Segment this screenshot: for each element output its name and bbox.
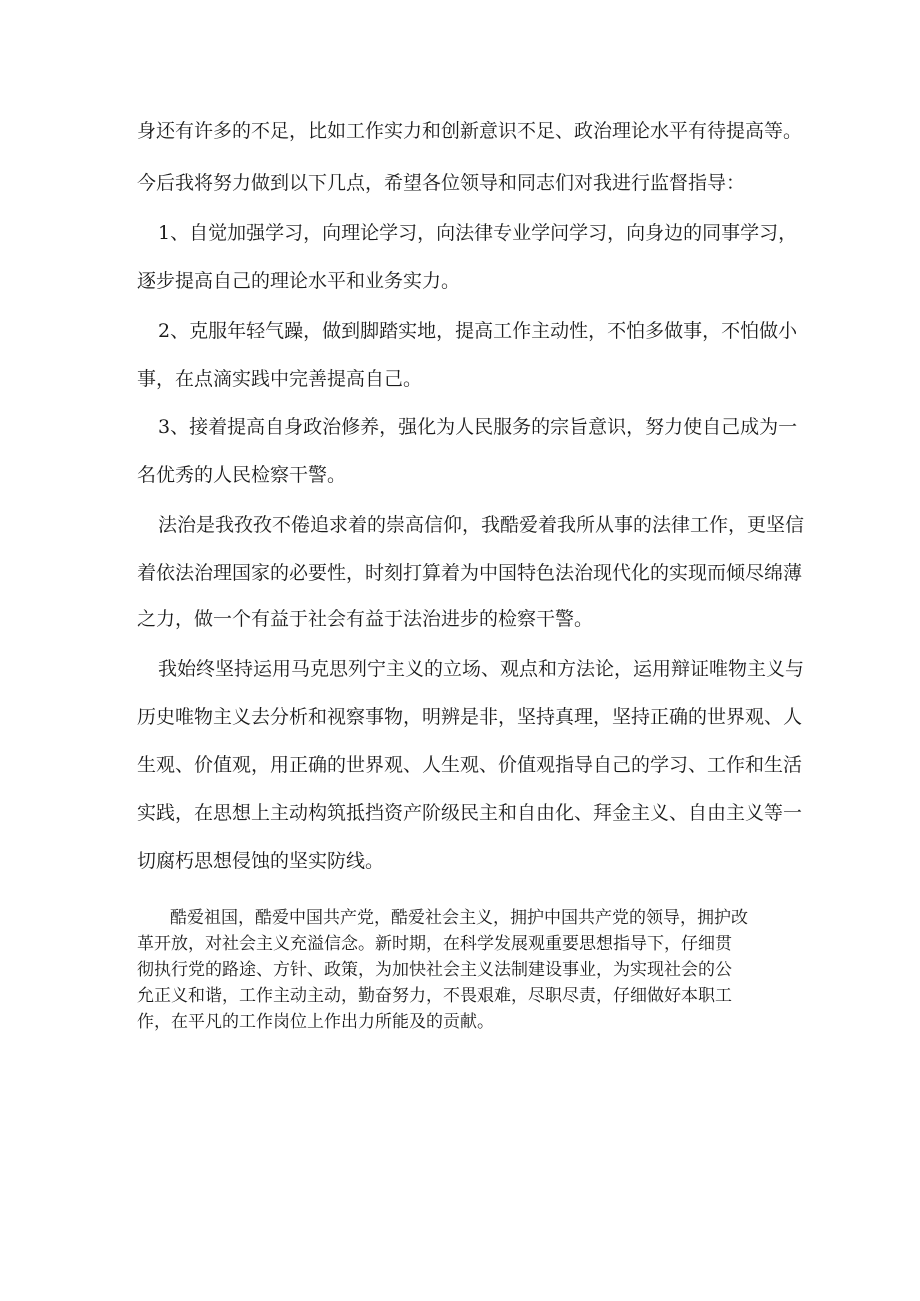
text-line: 之力，做一个有益于社会有益于法治进步的检察干警。 [137,608,594,630]
text-line: 着依法治理国家的必要性，时刻打算着为中国特色法治现代化的实现而倾尽绵薄 [137,562,803,584]
text-line: 切腐朽思想侵蚀的坚实防线。 [137,850,385,872]
text-line: 彻执行党的路途、方针、政策，为加快社会主义法制建设事业，为实现社会的公 [137,960,732,980]
text-line: 事，在点滴实践中完善提高自己。 [137,368,423,390]
text-line: 酷爱祖国，酷爱中国共产党，酷爱社会主义，拥护中国共产党的领导，拥护改 [170,908,748,928]
text-line: 生观、价值观，用正确的世界观、人生观、价值观指导自己的学习、工作和生活 [137,754,803,776]
text-line: 作，在平凡的工作岗位上作出力所能及的贡献。 [137,1012,494,1032]
text-line: 革开放，对社会主义充溢信念。新时期，在科学发展观重要思想指导下，仔细贯 [137,934,732,954]
text-line: 2、克服年轻气躁，做到脚踏实地，提高工作主动性，不怕多做事，不怕做小 [158,320,798,342]
text-line: 逐步提高自己的理论水平和业务实力。 [137,270,461,292]
text-line: 3、接着提高自身政治修养，强化为人民服务的宗旨意识，努力使自己成为一 [158,416,798,438]
text-line: 1、自觉加强学习，向理论学习，向法律专业学问学习，向身边的同事学习， [158,222,798,244]
text-line: 实践，在思想上主动构筑抵挡资产阶级民主和自由化、拜金主义、自由主义等一 [137,802,803,824]
text-line: 名优秀的人民检察干警。 [137,464,347,486]
text-line: 允正义和谐，工作主动主动，勤奋努力，不畏艰难，尽职尽责，仔细做好本职工 [137,986,732,1006]
text-line: 法治是我孜孜不倦追求着的崇高信仰，我酷爱着我所从事的法律工作，更坚信 [158,514,805,536]
text-line: 身还有许多的不足，比如工作实力和创新意识不足、政治理论水平有待提高等。 [137,120,803,142]
text-line: 今后我将努力做到以下几点，希望各位领导和同志们对我进行监督指导： [137,172,746,194]
text-line: 我始终坚持运用马克思列宁主义的立场、观点和方法论，运用辩证唯物主义与 [158,658,805,680]
text-line: 历史唯物主义去分析和视察事物，明辨是非，坚持真理，坚持正确的世界观、人 [137,706,803,728]
